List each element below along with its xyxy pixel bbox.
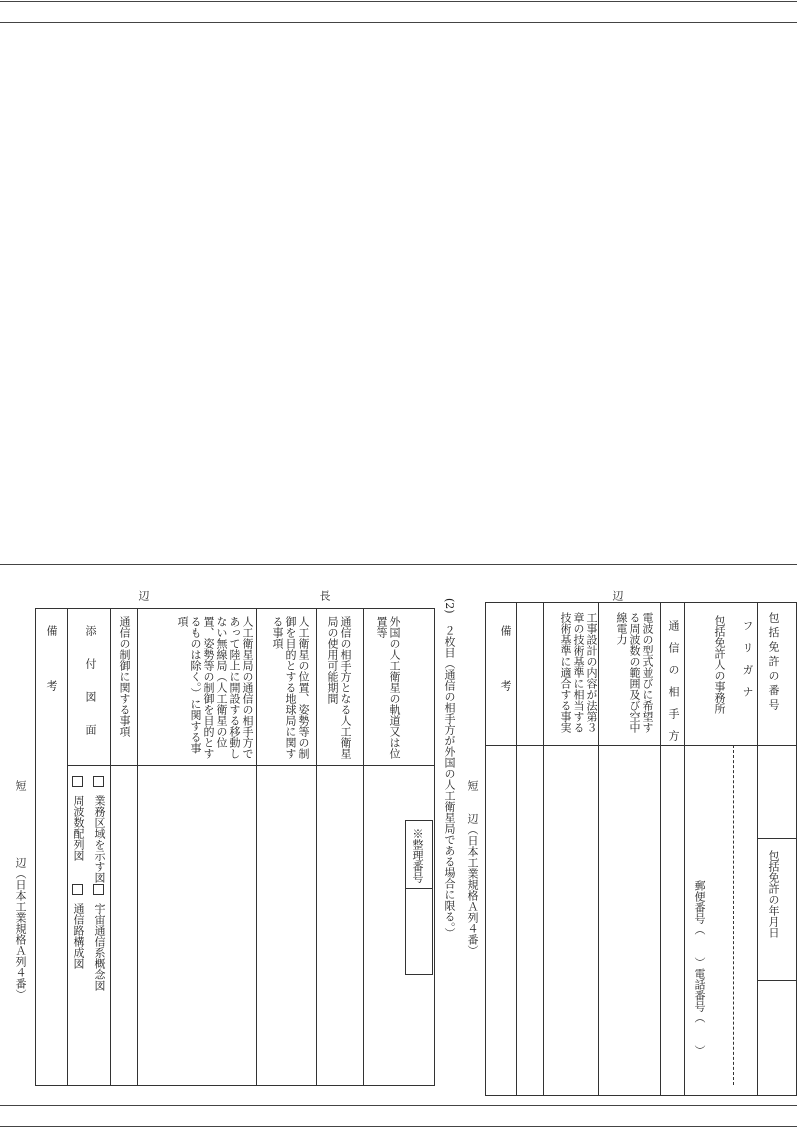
form1-col-line <box>543 602 544 1096</box>
form2-orbit-label: 外国の人工衛星の軌道又は位置等 <box>375 616 401 759</box>
form2-col-line <box>363 608 364 1086</box>
form1-construction-label: 工事設計の内容が法第３章の技術基準に相当する技術基準に適合する事実 <box>559 612 598 733</box>
checkbox[interactable] <box>72 776 83 787</box>
attachment-label: 宇宙通信系概念図 <box>93 903 106 991</box>
form1-col-line <box>598 602 599 1096</box>
top-rule-2 <box>0 22 797 23</box>
form1-date-box-bottom <box>757 980 797 981</box>
attachment-frequency[interactable] <box>72 772 85 861</box>
form2-heading: (2) ２枚目（通信の相手方が外国の人工衛星局である場合に限る。） <box>443 598 456 939</box>
form1-postal-phone: 郵便番号（ ）電話番号（ ） <box>693 880 706 1056</box>
form2-col-line <box>110 608 111 1086</box>
checkbox[interactable] <box>93 884 104 895</box>
top-rule <box>0 1 797 2</box>
form1-license-number-label: 包 括 免 許 の 番 号 <box>767 612 780 710</box>
form2-earth-station-label: 人工衛星の位置、姿勢等の制御を目的とする地球局に関する事項 <box>271 616 310 759</box>
form1-edge-bottom: 短 辺（日本工業規格Ａ列４番） <box>466 780 479 956</box>
form1-furigana-dash <box>733 745 734 1085</box>
attachment-label: 周波数配列図 <box>72 795 85 861</box>
form1-office-label: 包括免許人の事務所 <box>713 615 726 714</box>
bottom-rule <box>0 1105 797 1106</box>
checkbox[interactable] <box>72 884 83 895</box>
form2-edge-side: 長 <box>318 590 331 601</box>
form1-emission-label: 電波の型式並びに希望する周波数の範囲及び空中線電力 <box>615 612 654 733</box>
form1-col-line <box>516 602 517 1096</box>
middle-rule <box>0 564 797 565</box>
form1-license-date-label: 包括免許の年月日 <box>767 850 780 938</box>
form1-furigana-label: フ リ ガ ナ <box>741 620 754 697</box>
form2-edge-top: 辺 <box>137 590 150 601</box>
attachment-concept[interactable] <box>93 880 106 991</box>
form2-col-line <box>316 608 317 1086</box>
attachment-label: 通信路構成図 <box>72 903 85 969</box>
form2-attachments-label: 添 付 図 面 <box>84 625 97 735</box>
form2-label-boundary-2 <box>67 765 137 766</box>
form2-remarks-label: 備 考 <box>45 625 58 691</box>
form1-date-left <box>757 838 758 888</box>
form2-edge-bottom: 短 辺（日本工業規格Ａ列４番） <box>14 780 27 1000</box>
form2-mobile-label: 人工衛星局の通信の相手方であって陸上に開設する移動しない無線局（人工衛星の位置、姿勢等の制御を目的とするものは除く。）に関する事項 <box>176 616 254 759</box>
form1-remarks-label: 備 考 <box>499 625 512 691</box>
attachment-label: 業務区域を示す図 <box>93 795 106 883</box>
checkbox[interactable] <box>93 776 104 787</box>
form2-period-label: 通信の相手方となる人工衛星局の使用可能期間 <box>326 616 352 759</box>
form1-col-line <box>660 602 661 1096</box>
attachment-route[interactable] <box>72 880 85 969</box>
form2-col-line <box>137 608 138 1086</box>
form1-edge-top: 辺 <box>611 590 624 601</box>
form2-col-line <box>67 608 68 1086</box>
form2-control-label: 通信の制御に関する事項 <box>118 616 131 737</box>
attachment-service-area[interactable] <box>93 772 106 883</box>
form1-label-boundary <box>485 745 757 746</box>
form1-col-line <box>684 602 685 1096</box>
bottom-rule-2 <box>0 1126 797 1127</box>
form2-ref-label: ※整理番号 <box>411 828 424 883</box>
form2-label-boundary <box>137 765 435 766</box>
form1-label-boundary-top <box>757 745 797 746</box>
form2-col-line <box>256 608 257 1086</box>
form1-counterpart-label: 通 信 の 相 手 方 <box>667 620 680 741</box>
form1-date-box-top <box>757 838 797 839</box>
